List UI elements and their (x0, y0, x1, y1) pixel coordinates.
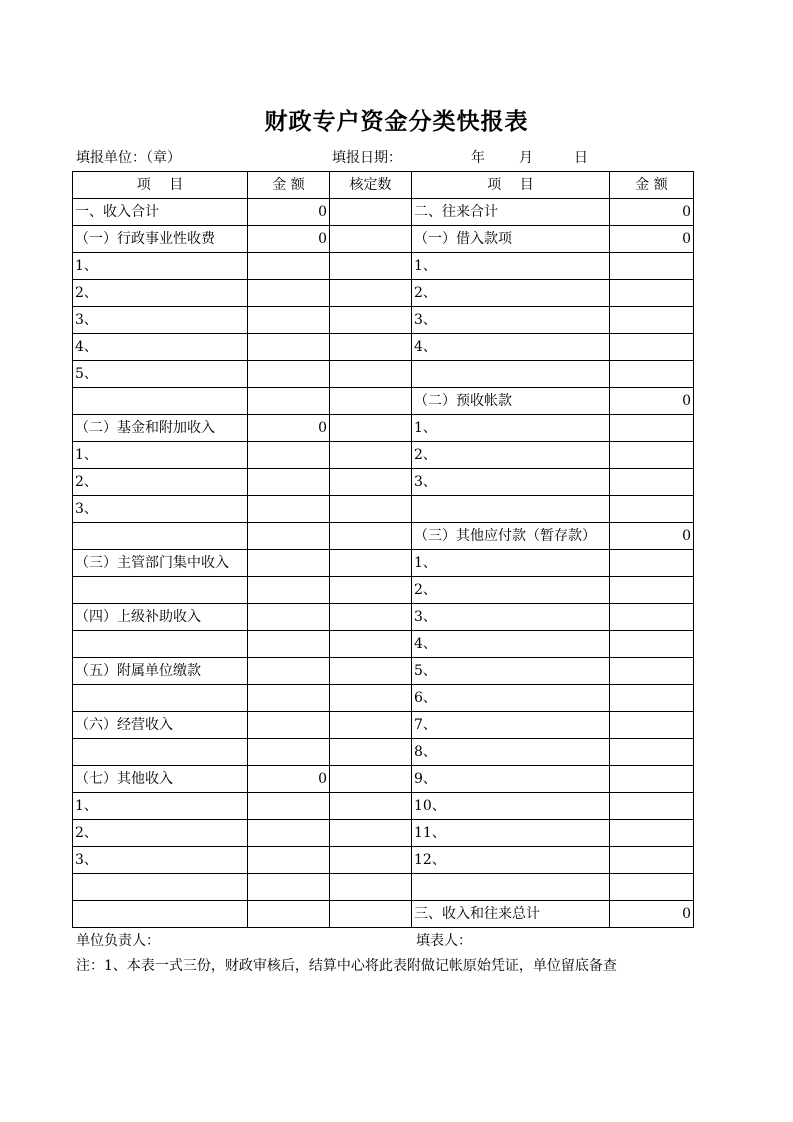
approved-cell (330, 901, 412, 928)
table-row (73, 496, 694, 523)
amount-right-cell (610, 793, 694, 820)
amount-right-cell (610, 766, 694, 793)
amount-right-cell (610, 631, 694, 658)
table-row (73, 388, 694, 415)
amount-left-cell (248, 550, 330, 577)
table-row (73, 442, 694, 469)
approved-cell (330, 631, 412, 658)
approved-cell (330, 604, 412, 631)
item-left-cell: 4、 (73, 334, 248, 361)
approved-cell (330, 577, 412, 604)
col-header-item-right: 项 目 (412, 172, 610, 199)
approved-cell (330, 874, 412, 901)
approved-cell (330, 685, 412, 712)
table-row (73, 631, 694, 658)
item-left-cell: （二）基金和附加收入 (73, 415, 248, 442)
item-left-cell: 2、 (73, 820, 248, 847)
responsible-person-label: 单位负责人： (76, 933, 160, 949)
amount-left-cell (248, 334, 330, 361)
item-right-cell: 二、往来合计 (412, 199, 610, 226)
approved-cell (330, 820, 412, 847)
amount-left-cell: 0 (248, 226, 330, 253)
item-left-cell: （六）经营收入 (73, 712, 248, 739)
item-left-cell: 3、 (73, 496, 248, 523)
item-left-cell: 3、 (73, 847, 248, 874)
amount-right-cell (610, 685, 694, 712)
table-row (73, 253, 694, 280)
item-right-cell: 9、 (412, 766, 610, 793)
amount-right-cell (610, 712, 694, 739)
item-right-cell: 2、 (412, 577, 610, 604)
item-left-cell (73, 901, 248, 928)
amount-left-cell: 0 (248, 766, 330, 793)
table-row (73, 361, 694, 388)
item-right-cell: 10、 (412, 793, 610, 820)
amount-right-cell (610, 874, 694, 901)
table-row (73, 685, 694, 712)
item-right-cell: 2、 (412, 280, 610, 307)
amount-right-cell: 0 (610, 388, 694, 415)
amount-left-cell: 0 (248, 199, 330, 226)
item-left-cell (73, 739, 248, 766)
table-row (73, 712, 694, 739)
item-right-cell: 5、 (412, 658, 610, 685)
table-header-row (73, 172, 694, 199)
item-right-cell: 7、 (412, 712, 610, 739)
amount-left-cell (248, 847, 330, 874)
col-header-item-left: 项 目 (73, 172, 248, 199)
item-left-cell (73, 874, 248, 901)
amount-left-cell (248, 388, 330, 415)
table-row (73, 469, 694, 496)
approved-cell (330, 496, 412, 523)
amount-left-cell (248, 631, 330, 658)
amount-left-cell (248, 253, 330, 280)
fill-date-label: 填报日期： (332, 150, 402, 166)
amount-right-cell (610, 658, 694, 685)
date-day-label: 日 (574, 150, 588, 166)
amount-right-cell (610, 361, 694, 388)
table-row (73, 766, 694, 793)
amount-left-cell (248, 874, 330, 901)
table-row (73, 847, 694, 874)
item-right-cell: 6、 (412, 685, 610, 712)
date-month-label: 月 (519, 150, 533, 166)
item-left-cell: （五）附属单位缴款 (73, 658, 248, 685)
item-left-cell: 3、 (73, 307, 248, 334)
amount-left-cell: 0 (248, 415, 330, 442)
table-row (73, 199, 694, 226)
amount-right-cell (610, 496, 694, 523)
item-left-cell: 5、 (73, 361, 248, 388)
item-right-cell: 11、 (412, 820, 610, 847)
item-right-cell: 8、 (412, 739, 610, 766)
amount-right-cell: 0 (610, 523, 694, 550)
item-left-cell: 2、 (73, 469, 248, 496)
item-right-cell: 4、 (412, 631, 610, 658)
approved-cell (330, 442, 412, 469)
item-right-cell: 3、 (412, 307, 610, 334)
col-header-approved: 核定数 (330, 172, 412, 199)
approved-cell (330, 550, 412, 577)
amount-right-cell (610, 604, 694, 631)
approved-cell (330, 253, 412, 280)
item-right-cell: 1、 (412, 415, 610, 442)
item-left-cell: （七）其他收入 (73, 766, 248, 793)
amount-left-cell (248, 496, 330, 523)
approved-cell (330, 766, 412, 793)
amount-right-cell: 0 (610, 901, 694, 928)
amount-left-cell (248, 739, 330, 766)
approved-cell (330, 712, 412, 739)
item-left-cell (73, 523, 248, 550)
amount-right-cell (610, 334, 694, 361)
date-year-label: 年 (471, 150, 485, 166)
amount-right-cell (610, 847, 694, 874)
item-left-cell: 1、 (73, 253, 248, 280)
table-row (73, 874, 694, 901)
approved-cell (330, 388, 412, 415)
amount-right-cell (610, 253, 694, 280)
approved-cell (330, 658, 412, 685)
amount-left-cell (248, 307, 330, 334)
item-right-cell: 3、 (412, 469, 610, 496)
item-left-cell (73, 685, 248, 712)
amount-left-cell (248, 469, 330, 496)
table-row (73, 604, 694, 631)
table-row (73, 658, 694, 685)
approved-cell (330, 847, 412, 874)
amount-left-cell (248, 820, 330, 847)
approved-cell (330, 739, 412, 766)
col-header-amount-left: 金 额 (248, 172, 330, 199)
table-row (73, 577, 694, 604)
amount-right-cell (610, 820, 694, 847)
amount-right-cell (610, 307, 694, 334)
amount-left-cell (248, 280, 330, 307)
table-row (73, 415, 694, 442)
amount-right-cell (610, 415, 694, 442)
footnote: 注：1、本表一式三份，财政审核后，结算中心将此表附做记帐原始凭证，单位留底备查 (76, 958, 617, 974)
item-right-cell (412, 874, 610, 901)
item-right-cell: 1、 (412, 253, 610, 280)
amount-left-cell (248, 901, 330, 928)
amount-right-cell (610, 469, 694, 496)
approved-cell (330, 361, 412, 388)
item-left-cell (73, 631, 248, 658)
amount-right-cell: 0 (610, 226, 694, 253)
item-left-cell: （三）主管部门集中收入 (73, 550, 248, 577)
approved-cell (330, 523, 412, 550)
amount-left-cell (248, 658, 330, 685)
amount-right-cell (610, 280, 694, 307)
amount-left-cell (248, 523, 330, 550)
approved-cell (330, 415, 412, 442)
report-table (72, 171, 694, 928)
table-row (73, 550, 694, 577)
approved-cell (330, 199, 412, 226)
item-right-cell: 3、 (412, 604, 610, 631)
table-row (73, 280, 694, 307)
approved-cell (330, 226, 412, 253)
item-left-cell: 1、 (73, 793, 248, 820)
approved-cell (330, 307, 412, 334)
table-row (73, 226, 694, 253)
amount-left-cell (248, 604, 330, 631)
item-left-cell: 2、 (73, 280, 248, 307)
item-right-cell: 12、 (412, 847, 610, 874)
preparer-label: 填表人： (416, 933, 472, 949)
item-right-cell: 2、 (412, 442, 610, 469)
item-left-cell: （一）行政事业性收费 (73, 226, 248, 253)
table-row (73, 820, 694, 847)
item-right-cell (412, 496, 610, 523)
table-row (73, 523, 694, 550)
amount-left-cell (248, 712, 330, 739)
amount-right-cell (610, 550, 694, 577)
item-left-cell (73, 577, 248, 604)
item-right-cell: （二）预收帐款 (412, 388, 610, 415)
item-left-cell (73, 388, 248, 415)
item-right-cell (412, 361, 610, 388)
item-right-cell: 4、 (412, 334, 610, 361)
item-right-cell: （一）借入款项 (412, 226, 610, 253)
amount-right-cell (610, 577, 694, 604)
item-left-cell: 一、收入合计 (73, 199, 248, 226)
table-row (73, 901, 694, 928)
approved-cell (330, 334, 412, 361)
amount-left-cell (248, 361, 330, 388)
item-right-cell: 1、 (412, 550, 610, 577)
approved-cell (330, 469, 412, 496)
item-left-cell: （四）上级补助收入 (73, 604, 248, 631)
approved-cell (330, 280, 412, 307)
table-row (73, 307, 694, 334)
col-header-amount-right: 金 额 (610, 172, 694, 199)
table-row (73, 793, 694, 820)
amount-left-cell (248, 442, 330, 469)
amount-right-cell (610, 442, 694, 469)
table-row (73, 334, 694, 361)
approved-cell (330, 793, 412, 820)
amount-left-cell (248, 793, 330, 820)
item-right-cell: 三、收入和往来总计 (412, 901, 610, 928)
fill-unit-label: 填报单位：（章） (76, 150, 181, 166)
report-title: 财政专户资金分类快报表 (264, 108, 529, 135)
amount-left-cell (248, 685, 330, 712)
item-left-cell: 1、 (73, 442, 248, 469)
table-row (73, 739, 694, 766)
amount-right-cell (610, 739, 694, 766)
amount-left-cell (248, 577, 330, 604)
item-right-cell: （三）其他应付款（暂存款） (412, 523, 610, 550)
amount-right-cell: 0 (610, 199, 694, 226)
